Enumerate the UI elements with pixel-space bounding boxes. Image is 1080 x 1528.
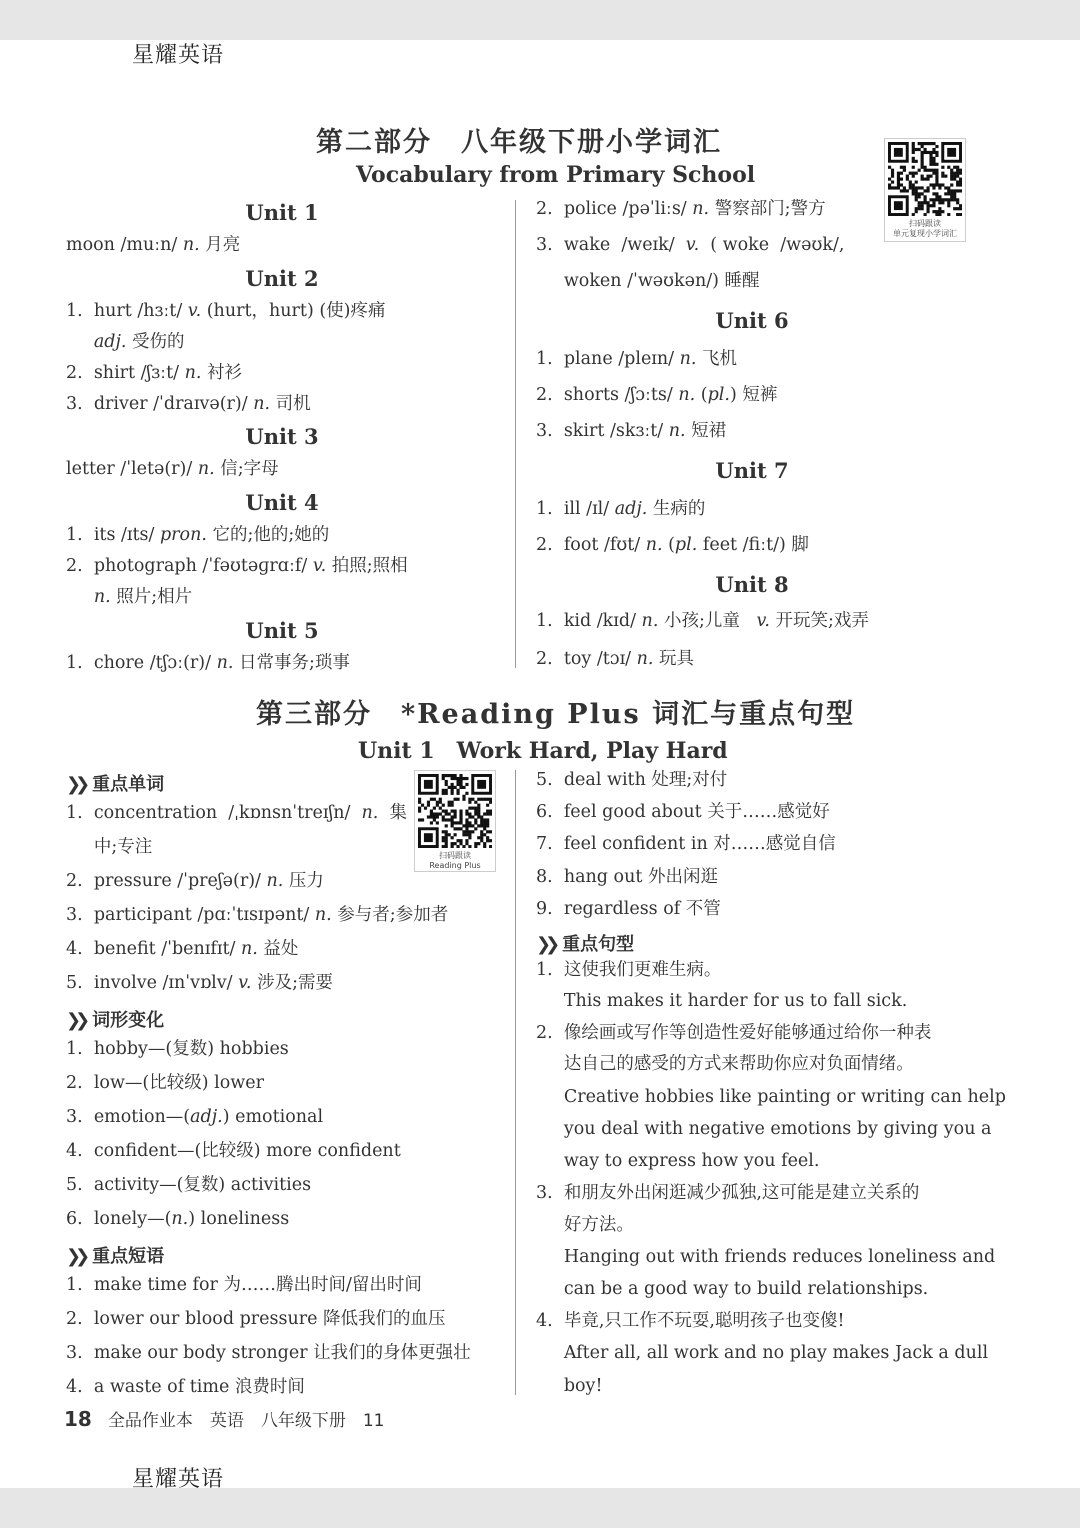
- watermark-top: 星耀英语: [132, 43, 225, 68]
- vocab-line: n. 照片;相片: [93, 587, 193, 607]
- vocab-line: 3. skirt /skɜːt/ n. 短裙: [536, 421, 727, 441]
- vocab-line: 1. 这使我们更难生病。: [536, 960, 722, 980]
- section-heading: ❯❯ 重点单词: [66, 774, 165, 795]
- vocab-line: 1. its /ɪts/ pron. 它的;他的;她的: [66, 525, 330, 545]
- vocab-line: you deal with negative emotions by giving you a: [536, 1119, 992, 1139]
- vocab-line: 1. hurt /hɜːt/ v. (hurt，hurt) (使)疼痛: [66, 301, 386, 321]
- column-divider: [515, 200, 516, 668]
- qr-code-primary-vocab[interactable]: [884, 138, 966, 242]
- vocab-line: letter /ˈletə(r)/ n. 信;字母: [66, 459, 279, 479]
- vocab-line: 好方法。: [536, 1215, 634, 1235]
- column-divider: [515, 770, 516, 1395]
- vocab-line: This makes it harder for us to fall sick.: [536, 991, 908, 1011]
- vocab-line: 1. plane /pleɪn/ n. 飞机: [536, 349, 738, 369]
- vocab-line: 4. benefit /ˈbenɪfɪt/ n. 益处: [66, 939, 299, 959]
- top-band: [0, 0, 1080, 40]
- vocab-line: 中;专注: [66, 837, 153, 857]
- vocab-line: 2. shorts /ʃɔːts/ n. (pl.) 短裤: [536, 385, 778, 405]
- vocab-line: 3. 和朋友外出闲逛减少孤独,这可能是建立关系的: [536, 1183, 920, 1203]
- double-chevron-icon: ❯❯: [66, 1246, 85, 1267]
- vocab-line: 3. emotion—(adj.) emotional: [66, 1107, 324, 1127]
- vocab-line: 2. foot /fʊt/ n. (pl. feet /fiːt/) 脚: [536, 535, 809, 555]
- vocab-line: 2. toy /tɔɪ/ n. 玩具: [536, 649, 695, 669]
- unit-heading: Unit 6: [715, 308, 789, 333]
- vocab-line: woken /ˈwəʊkən/) 睡醒: [536, 271, 760, 291]
- vocab-line: 1. ill /ɪl/ adj. 生病的: [536, 499, 706, 519]
- double-chevron-icon: ❯❯: [66, 774, 85, 795]
- vocab-line: 1. make time for 为……腾出时间/留出时间: [66, 1275, 422, 1295]
- vocab-line: 7. feel confident in 对……感觉自信: [536, 834, 836, 854]
- double-chevron-icon: ❯❯: [66, 1010, 85, 1031]
- vocab-line: 4. 毕竟,只工作不玩耍,聪明孩子也变傻!: [536, 1311, 845, 1331]
- part2-title: 第二部分 八年级下册小学词汇: [316, 127, 722, 158]
- qr-caption-1: 扫码跟读: [439, 851, 471, 860]
- qr-code-icon: [418, 774, 492, 848]
- qr-caption-2: Reading Plus: [429, 861, 481, 870]
- part3-title: 第三部分 *Reading Plus 词汇与重点句型: [256, 699, 856, 730]
- qr-code-icon: [888, 142, 962, 216]
- vocab-line: 1. concentration /ˌkɒnsnˈtreɪʃn/ n. 集: [66, 803, 407, 823]
- unit-heading: Unit 8: [715, 572, 789, 597]
- unit-heading: Unit 7: [715, 458, 789, 483]
- footer-text: 全品作业本 英语 八年级下册 11: [107, 1411, 385, 1431]
- vocab-line: 6. feel good about 关于……感觉好: [536, 802, 830, 822]
- qr-code-reading-plus[interactable]: [414, 770, 496, 872]
- unit-heading: Unit 1: [245, 200, 319, 225]
- vocab-line: 6. lonely—(n.) loneliness: [66, 1209, 290, 1229]
- watermark-bottom: 星耀英语: [132, 1467, 225, 1492]
- vocab-line: After all, all work and no play makes Jack a dull: [536, 1343, 989, 1363]
- vocab-line: moon /muːn/ n. 月亮: [66, 235, 241, 255]
- vocab-line: 2. pressure /ˈpreʃə(r)/ n. 压力: [66, 871, 324, 891]
- vocab-line: 2. shirt /ʃɜːt/ n. 衬衫: [66, 363, 242, 383]
- unit-heading: Unit 4: [245, 490, 319, 515]
- qr-caption-2: 单元复现小学词汇: [893, 229, 957, 238]
- vocab-line: 3. make our body stronger 让我们的身体更强壮: [66, 1343, 471, 1363]
- vocab-line: 2. police /pəˈliːs/ n. 警察部门;警方: [536, 199, 826, 219]
- vocab-line: 达自己的感受的方式来帮助你应对负面情绪。: [536, 1054, 914, 1074]
- vocab-line: Hanging out with friends reduces loneliness and: [536, 1247, 996, 1267]
- page-number: 18: [64, 1407, 92, 1431]
- qr-caption-1: 扫码跟读: [909, 219, 941, 228]
- vocab-line: 2. photograph /ˈfəʊtəɡrɑːf/ v. 拍照;照相: [66, 556, 408, 576]
- vocab-line: way to express how you feel.: [536, 1151, 820, 1171]
- vocab-line: 5. involve /ɪnˈvɒlv/ v. 涉及;需要: [66, 973, 333, 993]
- vocab-line: 9. regardless of 不管: [536, 899, 721, 919]
- vocab-line: 5. deal with 处理;对付: [536, 770, 728, 790]
- section-heading: ❯❯ 重点短语: [66, 1246, 165, 1267]
- vocab-line: adj. 受伤的: [93, 332, 185, 352]
- vocab-line: 5. activity—(复数) activities: [66, 1175, 312, 1195]
- page-footer: [64, 1406, 384, 1431]
- vocab-line: 2. low—(比较级) lower: [66, 1073, 264, 1093]
- vocab-line: 3. driver /ˈdraɪvə(r)/ n. 司机: [66, 394, 311, 414]
- vocab-line: can be a good way to build relationships.: [536, 1279, 929, 1299]
- vocab-line: boy!: [536, 1376, 603, 1396]
- vocab-line: 2. 像绘画或写作等创造性爱好能够通过给你一种表: [536, 1023, 932, 1043]
- vocab-line: 4. confident—(比较级) more confident: [66, 1141, 401, 1161]
- vocab-line: 1. hobby—(复数) hobbies: [66, 1039, 289, 1059]
- section-heading: ❯❯ 重点句型: [536, 934, 635, 955]
- vocab-line: 1. chore /tʃɔː(r)/ n. 日常事务;琐事: [66, 653, 350, 673]
- unit-heading: Unit 5: [245, 618, 319, 643]
- vocab-line: 2. lower our blood pressure 降低我们的血压: [66, 1309, 446, 1329]
- vocab-line: Creative hobbies like painting or writing can help: [536, 1087, 1006, 1107]
- vocab-line: 3. wake /weɪk/ v. ( woke /wəʊk/,: [536, 235, 845, 255]
- vocab-line: 3. participant /pɑːˈtɪsɪpənt/ n. 参与者;参加者: [66, 905, 449, 925]
- vocab-line: 4. a waste of time 浪费时间: [66, 1377, 305, 1397]
- bottom-band: [0, 1488, 1080, 1528]
- vocab-line: 1. kid /kɪd/ n. 小孩;儿童 v. 开玩笑;戏弄: [536, 611, 869, 631]
- double-chevron-icon: ❯❯: [536, 934, 555, 955]
- unit-heading: Unit 3: [245, 424, 319, 449]
- section-heading: ❯❯ 词形变化: [66, 1010, 165, 1031]
- part3-subtitle: Unit 1 Work Hard, Play Hard: [358, 738, 728, 764]
- vocab-line: 8. hang out 外出闲逛: [536, 867, 718, 887]
- part2-subtitle: Vocabulary from Primary School: [356, 162, 756, 188]
- unit-heading: Unit 2: [245, 266, 319, 291]
